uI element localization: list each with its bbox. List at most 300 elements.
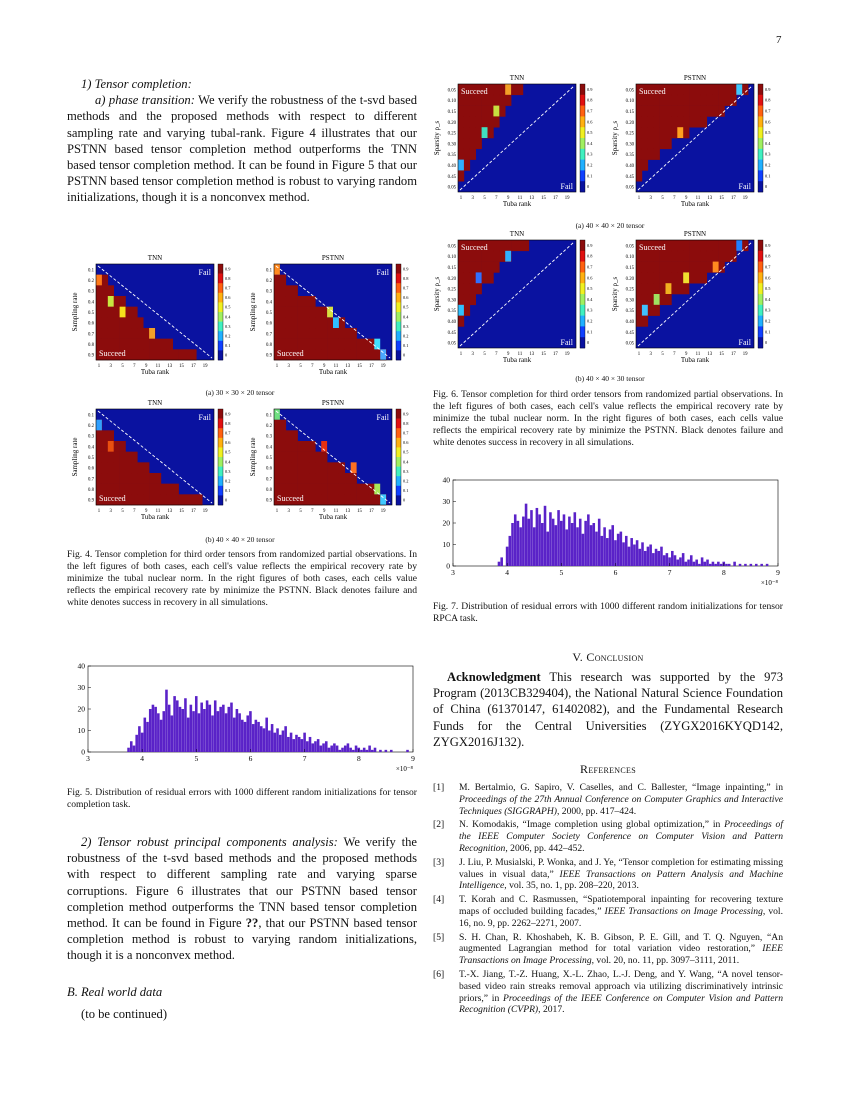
hist-bar — [617, 534, 620, 566]
heatmap-cell — [102, 285, 108, 296]
ref-venue: Proceedings of the 27th Annual Conference on Computer Graphics and Interactive Techniques (SIGGRAPH) — [459, 793, 783, 817]
heatmap-cell — [636, 160, 642, 171]
heatmap-cell — [280, 285, 286, 296]
y-tick-label: 0.30 — [625, 298, 634, 304]
heatmap-cell — [298, 441, 304, 452]
hist-bar — [192, 711, 195, 752]
hist-bar — [644, 551, 647, 566]
x-tick-label: 19 — [380, 509, 386, 514]
heatmap-cell — [304, 307, 310, 318]
y-tick-label: 0.4 — [88, 300, 94, 306]
hist-bar — [663, 555, 666, 566]
fig5-caption: Fig. 5. Distribution of residual errors with 1000 different random initializations for tensor completion task. — [67, 787, 417, 810]
heatmap-cell — [131, 339, 137, 350]
colorbar-segment — [218, 467, 223, 477]
heatmap-cell — [636, 283, 642, 294]
hist-bar — [173, 696, 176, 752]
hist-bar — [666, 553, 669, 566]
heatmap-cell — [505, 84, 511, 95]
x-tick-label: 17 — [552, 352, 558, 357]
heatmap-cell — [315, 339, 321, 350]
ref-venue: IEEE Transactions on Image Processing — [604, 905, 763, 917]
heatmap-cell — [363, 349, 369, 360]
heatmap-cell — [102, 430, 108, 441]
references-heading: References — [580, 762, 636, 777]
heatmap-cell — [131, 452, 137, 463]
acknowledgment-paragraph — [433, 669, 783, 750]
heatmap-cell — [368, 339, 374, 350]
y-tick-label: 0.6 — [266, 466, 272, 472]
heatmap-cell — [357, 484, 363, 495]
heatmap-cell — [280, 484, 286, 495]
heatmap-cell — [671, 251, 677, 262]
colorbar-segment — [396, 350, 401, 360]
heatmap-cell — [114, 462, 120, 473]
ref-authors: N. Komodakis, “Image completion using global optimization,” in — [459, 819, 725, 831]
heatmap-cell — [482, 106, 488, 117]
heatmap-title: PSTNN — [683, 230, 707, 238]
hist-bar — [301, 739, 304, 752]
heatmap-cell — [357, 494, 363, 505]
colorbar-segment — [580, 251, 585, 262]
heatmap-cell — [713, 106, 719, 117]
hist-bar — [328, 748, 331, 752]
heatmap-cell — [493, 251, 499, 262]
colorbar-tick-label: 0 — [587, 340, 590, 346]
hist-bar — [363, 748, 366, 752]
colorbar-tick-label: 0.7 — [587, 264, 593, 270]
colorbar-tick-label: 0.7 — [403, 285, 409, 291]
x-tick-label: 11 — [517, 352, 523, 357]
heatmap-cell — [286, 473, 292, 484]
heatmap-cell — [493, 262, 499, 273]
y-tick-label: 0.1 — [266, 268, 272, 274]
hist-bar — [685, 562, 688, 566]
heatmap-cell — [736, 240, 742, 251]
x-tick-label: 5 — [299, 364, 302, 369]
heatmap-cell — [458, 106, 464, 117]
succeed-label: Succeed — [277, 494, 304, 503]
heatmap-cell — [304, 339, 310, 350]
colorbar-tick-label: 0.9 — [225, 411, 231, 417]
y-tick-label: 0.45 — [447, 174, 456, 180]
x-tick-label: 1 — [97, 509, 101, 514]
heatmap-cell — [149, 484, 155, 495]
x-tick-label: 4 — [505, 568, 510, 577]
y-tick-label: 0.8 — [266, 343, 272, 348]
heatmap-cell — [642, 149, 648, 160]
colorbar-segment — [218, 350, 223, 360]
heatmap-cell — [636, 95, 642, 106]
heatmap-cell — [143, 349, 149, 360]
heatmap-cell — [642, 305, 648, 316]
hist-bar — [176, 700, 179, 752]
heatmap-cell — [137, 339, 143, 350]
hist-bar — [179, 707, 182, 752]
heatmap-cell — [126, 328, 132, 339]
x-tick-label: 8 — [356, 754, 361, 763]
heatmap-cell — [280, 473, 286, 484]
heatmap-cell — [470, 262, 476, 273]
heatmap-cell — [108, 296, 114, 307]
heatmap-cell — [155, 494, 161, 505]
hist-bar — [739, 564, 742, 566]
fig6-subcaption-b: (b) 40 × 40 × 30 tensor — [575, 374, 645, 383]
heatmap-cell — [345, 494, 351, 505]
heatmap-cell — [517, 240, 523, 251]
heatmap-cell — [689, 251, 695, 262]
hist-bar — [309, 737, 312, 752]
hist-bar — [571, 523, 574, 566]
colorbar-segment — [758, 305, 763, 316]
heatmap-cell — [701, 272, 707, 283]
heatmap-cell — [327, 462, 333, 473]
colorbar-tick-label: 0.9 — [587, 242, 593, 248]
heatmap-cell — [476, 106, 482, 117]
colorbar-tick-label: 0.3 — [765, 151, 771, 157]
heatmap-cell — [713, 84, 719, 95]
heatmap-cell — [280, 430, 286, 441]
heatmap-cell — [677, 283, 683, 294]
heatmap-cell — [102, 328, 108, 339]
hist-bar — [165, 690, 168, 752]
heatmap-cell — [666, 127, 672, 138]
hist-bar — [209, 705, 212, 752]
heatmap-cell — [683, 116, 689, 127]
heatmap-cell — [108, 339, 114, 350]
colorbar-tick-label: 0.5 — [403, 304, 409, 310]
colorbar-segment — [580, 160, 585, 171]
heatmap-cell — [689, 84, 695, 95]
x-tick-label: 7 — [673, 196, 676, 201]
heatmap-cell — [642, 272, 648, 283]
hist-bar — [709, 564, 712, 566]
fig4b-pstnn-heatmap — [248, 397, 426, 533]
heatmap-cell — [309, 307, 315, 318]
reference-item — [433, 782, 783, 817]
reference-item — [433, 932, 783, 967]
x-tick-label: 9 — [506, 352, 510, 357]
fig4-subcaption-a: (a) 30 × 30 × 20 tensor — [205, 388, 275, 397]
y-tick-label: 0.5 — [88, 456, 94, 461]
heatmap-cell — [298, 296, 304, 307]
heatmap-cell — [126, 462, 132, 473]
heatmap-cell — [131, 484, 137, 495]
heatmap-cell — [173, 484, 179, 495]
hist-bar — [233, 718, 236, 752]
heatmap-cell — [274, 452, 280, 463]
y-tick-label: 0 — [81, 747, 85, 757]
colorbar-segment — [218, 283, 223, 293]
heatmap-cell — [309, 441, 315, 452]
heatmap-cell — [96, 285, 102, 296]
colorbar-tick-label: 0.4 — [765, 140, 771, 146]
heatmap-cell — [636, 294, 642, 305]
heatmap-cell — [126, 473, 132, 484]
heatmap-cell — [689, 262, 695, 273]
heatmap-cell — [351, 473, 357, 484]
heatmap-cell — [482, 95, 488, 106]
hist-bar — [219, 707, 222, 752]
y-tick-label: 0.3 — [266, 289, 272, 295]
x-tick-label: 13 — [167, 509, 173, 514]
heatmap-cell — [280, 441, 286, 452]
hist-bar — [181, 709, 184, 752]
heatmap-cell — [648, 116, 654, 127]
heatmap-cell — [725, 251, 731, 262]
heatmap-cell — [677, 116, 683, 127]
fail-label: Fail — [376, 268, 389, 277]
hist-bar — [652, 553, 655, 566]
heatmap-cell — [298, 452, 304, 463]
succeed-label: Succeed — [461, 243, 488, 252]
heatmap-cell — [131, 317, 137, 328]
reference-item — [433, 857, 783, 892]
x-tick-label: 11 — [695, 352, 701, 357]
heatmap-cell — [126, 307, 132, 318]
hist-bar — [355, 746, 358, 752]
heatmap-cell — [648, 127, 654, 138]
rpca-body: We verify the robustness of the t-svd based methods and the proposed methods with respect to different sampling rate and varying sparse corruptions. Figure 6 illustrates that our PSTNN based tensor completion method outperforms the TNN based tensor completion method. It can be found in Figure — [67, 835, 417, 931]
heatmap-cell — [725, 240, 731, 251]
heatmap-cell — [713, 95, 719, 106]
heatmap-cell — [725, 95, 731, 106]
heatmap-cell — [671, 95, 677, 106]
colorbar-segment — [758, 116, 763, 127]
heatmap-cell — [304, 452, 310, 463]
hist-bar — [590, 525, 593, 566]
hist-bar — [279, 735, 282, 752]
x-tick-label: 6 — [248, 754, 253, 763]
heatmap-cell — [458, 262, 464, 273]
x-tick-label: 11 — [695, 196, 701, 201]
heatmap-cell — [280, 452, 286, 463]
colorbar-tick-label: 0.1 — [587, 173, 593, 179]
hist-bar — [603, 527, 606, 566]
colorbar-tick-label: 0.8 — [587, 97, 593, 103]
heatmap-cell — [707, 240, 713, 251]
heatmap-cell — [660, 95, 666, 106]
hist-bar — [500, 557, 503, 566]
heatmap-cell — [137, 494, 143, 505]
x-tick-label: 5 — [121, 364, 124, 369]
hist-bar — [541, 523, 544, 566]
colorbar-tick-label: 0.8 — [765, 97, 771, 103]
ref-venue: IEEE Transactions on Image Processing — [459, 943, 783, 967]
heatmap-cell — [286, 452, 292, 463]
heatmap-cell — [482, 116, 488, 127]
heatmap-cell — [488, 262, 494, 273]
heatmap-cell — [274, 430, 280, 441]
colorbar-segment — [396, 409, 401, 419]
heatmap-cell — [642, 316, 648, 327]
heatmap-cell — [701, 251, 707, 262]
y-tick-label: 0.15 — [447, 266, 456, 271]
heatmap-cell — [464, 116, 470, 127]
heatmap-cell — [677, 95, 683, 106]
x-tick-label: 7 — [495, 196, 498, 201]
y-tick-label: 0.05 — [625, 185, 634, 191]
heatmap-cell — [464, 272, 470, 283]
heatmap-cell — [476, 272, 482, 283]
colorbar-tick-label: 0.1 — [587, 329, 593, 335]
x-axis-exponent: ×10⁻⁸ — [760, 579, 778, 587]
colorbar-segment — [218, 341, 223, 351]
phase-transition-label: a) phase transition: — [95, 93, 195, 108]
fig6b-tnn-heatmap — [432, 228, 610, 376]
colorbar-tick-label: 0.7 — [225, 430, 231, 436]
heatmap-cell — [102, 462, 108, 473]
colorbar-segment — [218, 274, 223, 284]
heatmap-cell — [309, 473, 315, 484]
heatmap-cell — [683, 262, 689, 273]
page-number: 7 — [776, 34, 782, 46]
hist-bar — [530, 510, 533, 566]
colorbar-tick-label: 0.3 — [225, 323, 231, 329]
heatmap-cell — [96, 275, 102, 286]
heatmap-cell — [126, 484, 132, 495]
x-axis-label: Tuba rank — [318, 368, 348, 376]
heatmap-cell — [464, 138, 470, 149]
colorbar-segment — [580, 240, 585, 251]
hist-bar — [217, 711, 220, 752]
hist-bar — [698, 564, 701, 566]
hist-bar — [760, 564, 763, 566]
heatmap-cell — [274, 307, 280, 318]
heatmap-cell — [660, 116, 666, 127]
x-tick-label: 8 — [721, 568, 726, 577]
x-tick-label: 1 — [459, 196, 463, 201]
y-tick-label: 0.8 — [88, 343, 94, 348]
heatmap-cell — [298, 317, 304, 328]
heatmap-cell — [363, 339, 369, 350]
colorbar-segment — [218, 312, 223, 322]
colorbar-tick-label: 0.7 — [225, 285, 231, 291]
colorbar-segment — [396, 438, 401, 448]
heatmap-cell — [683, 251, 689, 262]
ref-number: [6] — [433, 968, 445, 980]
heatmap-cell — [137, 328, 143, 339]
ref-authors: T.-X. Jiang, T.-Z. Huang, X.-L. Zhao, L.-J. Deng, and Y. Wang, “A novel tensor-based video rain streaks removal approach via utilizing discriminatively intrinsic priors,” in — [459, 968, 783, 1004]
hist-bar — [287, 737, 290, 752]
colorbar-tick-label: 0.4 — [225, 459, 231, 465]
heatmap-cell — [120, 484, 126, 495]
x-tick-label: 19 — [742, 352, 748, 357]
hist-bar — [744, 564, 747, 566]
hist-bar — [284, 726, 287, 752]
heatmap-cell — [660, 272, 666, 283]
heatmap-cell — [315, 494, 321, 505]
heatmap-cell — [292, 296, 298, 307]
y-tick-label: 0.1 — [88, 268, 94, 274]
hist-bar — [766, 564, 769, 566]
x-tick-label: 3 — [86, 754, 90, 763]
heatmap-cell — [280, 420, 286, 431]
heatmap-cell — [96, 462, 102, 473]
heatmap-cell — [321, 339, 327, 350]
hist-bar — [679, 557, 682, 566]
x-tick-label: 11 — [155, 509, 161, 514]
hist-bar — [682, 553, 685, 566]
heatmap-cell — [298, 484, 304, 495]
heatmap-cell — [161, 339, 167, 350]
heatmap-cell — [351, 462, 357, 473]
heatmap-cell — [327, 349, 333, 360]
hist-bar — [595, 532, 598, 566]
hist-bar — [263, 728, 266, 752]
heatmap-cell — [636, 170, 642, 181]
heatmap-cell — [458, 316, 464, 327]
x-tick-label: 1 — [637, 352, 641, 357]
hist-bar — [171, 715, 174, 752]
heatmap-cell — [274, 317, 280, 328]
fig6a-pstnn-heatmap — [610, 72, 788, 220]
heatmap-cell — [660, 283, 666, 294]
heatmap-cell — [345, 473, 351, 484]
x-tick-label: 9 — [411, 754, 415, 763]
heatmap-cell — [190, 349, 196, 360]
hist-bar — [211, 715, 214, 752]
fail-label: Fail — [738, 182, 751, 191]
colorbar-tick-label: 0.9 — [765, 86, 771, 92]
colorbar-tick-label: 0.3 — [403, 323, 409, 329]
colorbar-segment — [580, 316, 585, 327]
rpca-tail: , that our PSTNN based tensor completion method is robust to varying random initializations, though it is a nonconvex method. — [67, 916, 418, 963]
hist-bar — [271, 724, 274, 752]
y-tick-label: 0.15 — [447, 110, 456, 115]
hist-bar — [249, 711, 252, 752]
colorbar-tick-label: 0.7 — [765, 108, 771, 114]
heatmap-cell — [137, 473, 143, 484]
heatmap-cell — [713, 262, 719, 273]
heatmap-cell — [173, 349, 179, 360]
heatmap-cell — [143, 462, 149, 473]
y-tick-label: 0.4 — [266, 445, 272, 451]
heatmap-cell — [280, 275, 286, 286]
ref-authors: S. H. Chan, R. Khoshabeh, K. B. Gibson, P. E. Gill, and T. Q. Nguyen, “An augmented Lagrangian method for total variation video restoration,” — [459, 931, 783, 955]
hist-bar — [368, 746, 371, 752]
heatmap-cell — [660, 106, 666, 117]
x-tick-label: 7 — [667, 568, 672, 577]
colorbar-segment — [580, 84, 585, 95]
x-tick-label: 11 — [333, 364, 339, 369]
colorbar-segment — [218, 419, 223, 429]
ref-number: [5] — [433, 931, 445, 943]
heatmap-cell — [274, 328, 280, 339]
heatmap-cell — [654, 95, 660, 106]
x-tick-label: 3 — [649, 196, 652, 201]
heatmap-cell — [131, 328, 137, 339]
heatmap-cell — [374, 494, 380, 505]
heatmap-cell — [274, 339, 280, 350]
heatmap-cell — [695, 116, 701, 127]
y-tick-label: 0.10 — [447, 255, 456, 261]
fig4a-tnn-heatmap — [70, 252, 248, 388]
heatmap-cell — [458, 127, 464, 138]
x-axis-label: Tuba rank — [502, 356, 532, 364]
colorbar-tick-label: 0.8 — [225, 275, 231, 281]
heatmap-cell — [648, 106, 654, 117]
y-tick-label: 0.10 — [625, 255, 634, 261]
y-tick-label: 0.9 — [266, 498, 272, 504]
heatmap-cell — [648, 138, 654, 149]
heatmap-cell — [642, 160, 648, 171]
heatmap-cell — [102, 275, 108, 286]
heatmap-cell — [476, 116, 482, 127]
heatmap-cell — [108, 473, 114, 484]
heatmap-cell — [701, 262, 707, 273]
y-tick-label: 0.40 — [625, 164, 634, 169]
